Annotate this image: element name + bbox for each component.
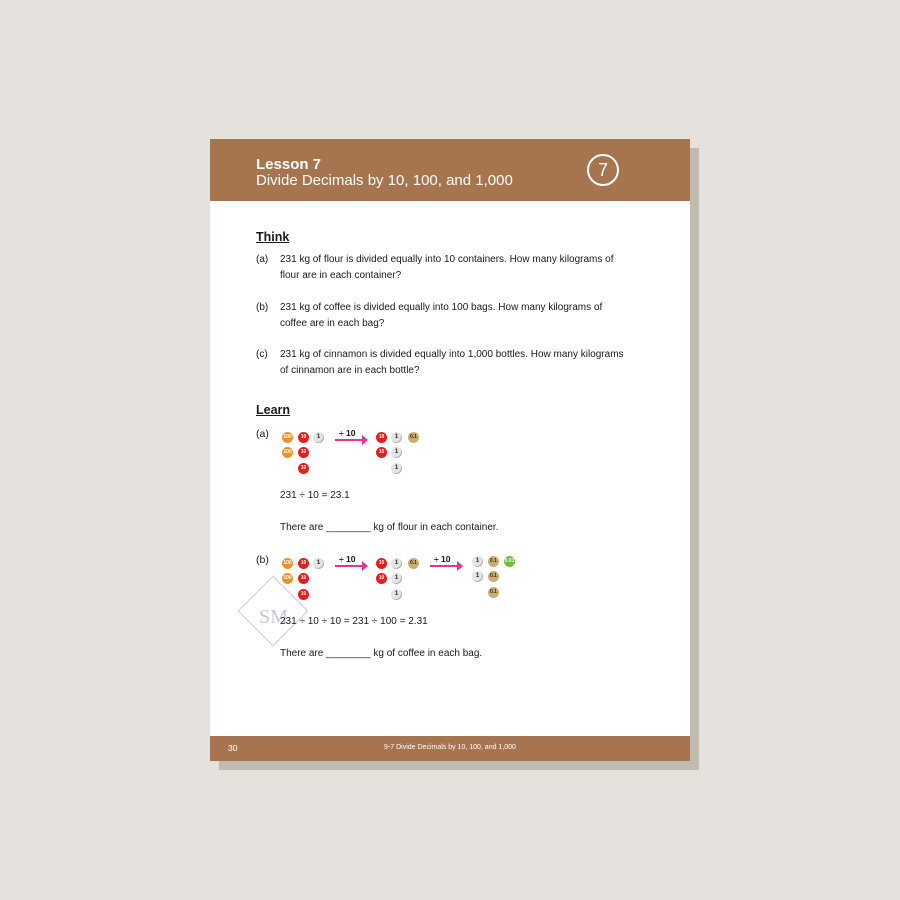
arrow-right-icon [335, 565, 366, 567]
disc-0-1-icon: 0.1 [408, 432, 419, 443]
question-label: (b) [256, 302, 269, 313]
disc-10-icon: 10 [298, 573, 309, 584]
divide-by-10-label: ÷ 10 [434, 554, 451, 564]
disc-100-icon: 100 [282, 573, 293, 584]
question-text: 231 kg of flour is divided equally into 10 containers. How many kilograms of flour are in each container? [280, 254, 614, 281]
disc-0-01-icon: 0.01 [504, 556, 515, 567]
question-text: 231 kg of cinnamon is divided equally into 1,000 bottles. How many kilograms of cinnamon are in each bottle? [280, 349, 624, 376]
question-text: 231 kg of coffee is divided equally into 100 bags. How many kilograms of coffee are in each bag? [280, 302, 603, 329]
disc-0-1-icon: 0.1 [488, 556, 499, 567]
lesson-badge: 7 [587, 154, 619, 186]
learn-label-b: (b) [256, 554, 269, 566]
equation-a: 231 ÷ 10 = 23.1 [280, 490, 350, 501]
arrow-right-icon [335, 439, 366, 441]
answer-sentence-a: There are ________ kg of flour in each container. [280, 522, 499, 533]
lesson-number: Lesson 7 [256, 156, 322, 173]
disc-1-icon: 1 [391, 589, 402, 600]
think-heading: Think [256, 230, 290, 244]
arrow-right-icon [430, 565, 461, 567]
disc-1-icon: 1 [472, 556, 483, 567]
learn-label-a: (a) [256, 428, 269, 440]
footer-title: 9-7 Divide Decimals by 10, 100, and 1,000 [384, 744, 516, 751]
disc-100-icon: 100 [282, 558, 293, 569]
disc-10-icon: 10 [376, 432, 387, 443]
disc-10-icon: 10 [298, 558, 309, 569]
lesson-title: Divide Decimals by 10, 100, and 1,000 [256, 172, 513, 189]
question-label: (a) [256, 254, 269, 265]
disc-1-icon: 1 [391, 447, 402, 458]
disc-10-icon: 10 [376, 558, 387, 569]
question-label: (c) [256, 349, 268, 360]
watermark-text: SM [259, 606, 288, 628]
disc-0-1-icon: 0.1 [488, 587, 499, 598]
disc-10-icon: 10 [298, 589, 309, 600]
divide-by-10-label: ÷ 10 [339, 554, 356, 564]
disc-1-icon: 1 [472, 571, 483, 582]
disc-10-icon: 10 [298, 463, 309, 474]
disc-100-icon: 100 [282, 432, 293, 443]
disc-10-icon: 10 [298, 432, 309, 443]
answer-sentence-b: There are ________ kg of coffee in each bag. [280, 648, 483, 659]
disc-1-icon: 1 [313, 558, 324, 569]
disc-1-icon: 1 [313, 432, 324, 443]
disc-10-icon: 10 [376, 447, 387, 458]
disc-0-1-icon: 0.1 [408, 558, 419, 569]
workbook-page [210, 139, 690, 761]
disc-100-icon: 100 [282, 447, 293, 458]
disc-1-icon: 1 [391, 573, 402, 584]
disc-1-icon: 1 [391, 558, 402, 569]
equation-b: 231 ÷ 10 ÷ 10 = 231 ÷ 100 = 2.31 [280, 616, 428, 627]
learn-heading: Learn [256, 403, 291, 417]
divide-by-10-label: ÷ 10 [339, 428, 356, 438]
disc-1-icon: 1 [391, 463, 402, 474]
disc-0-1-icon: 0.1 [488, 571, 499, 582]
disc-1-icon: 1 [391, 432, 402, 443]
lesson-header [210, 139, 690, 201]
page-footer [210, 736, 690, 761]
disc-10-icon: 10 [298, 447, 309, 458]
disc-10-icon: 10 [376, 573, 387, 584]
page-number: 30 [228, 743, 238, 753]
